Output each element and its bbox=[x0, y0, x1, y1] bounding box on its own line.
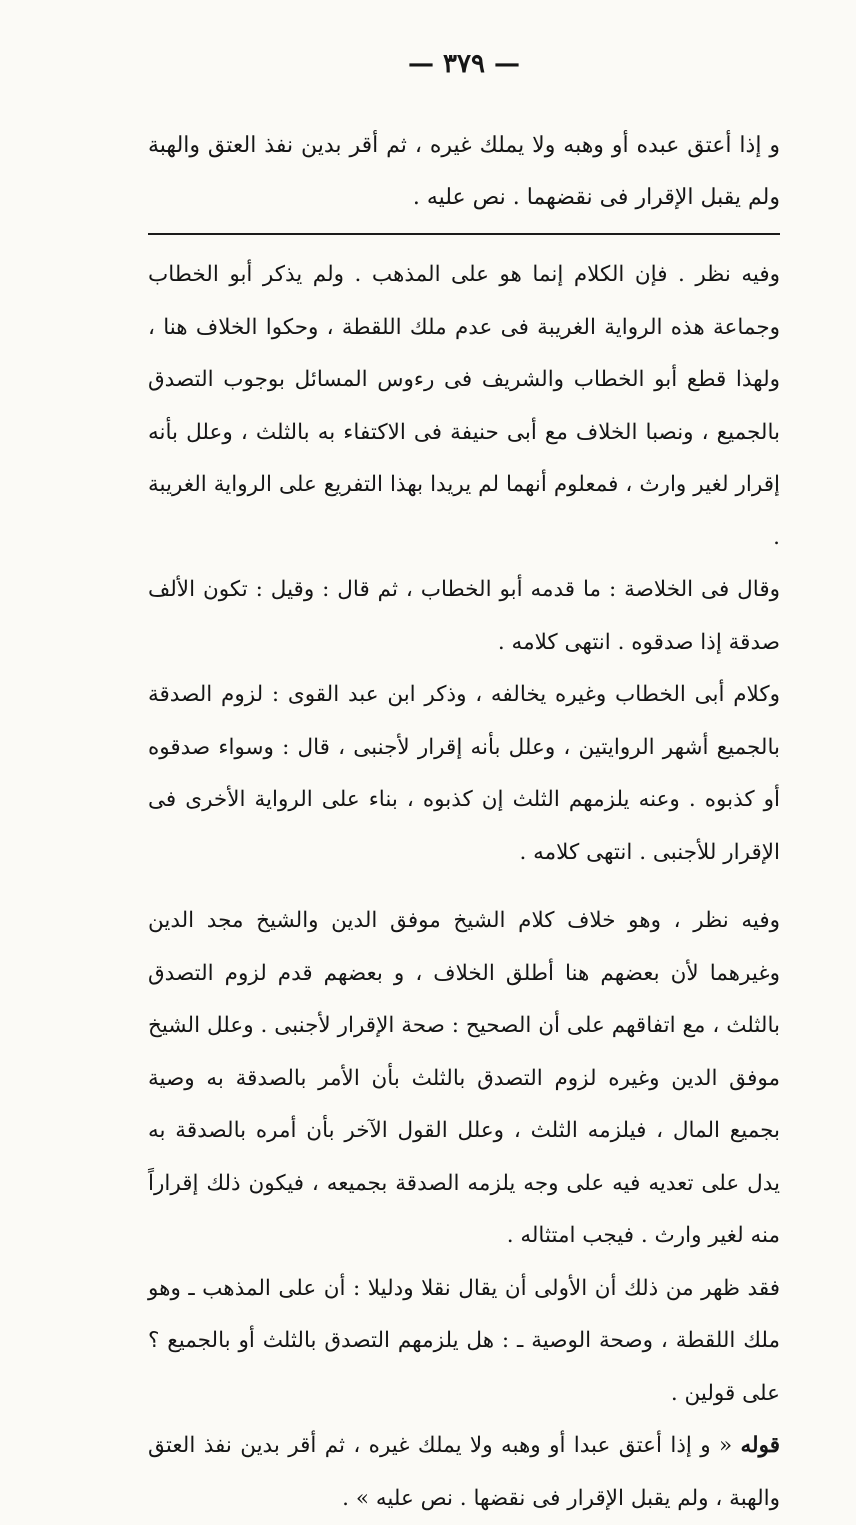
lemma-label: قوله bbox=[740, 1433, 780, 1458]
commentary-paragraph-3: وكلام أبى الخطاب وغيره يخالفه ، وذكر ابن عبد القوى : لزوم الصدقة بالجميع أشهر الروايتين ، وعلل بأنه إقرار لأجنبى ، قال : وسواء صدقوه أو كذبوه . وعنه يلزمهم الثلث إن كذبوه ، بناء على الرواية الأخرى فى الإقرار للأجنبى . انتهى كلامه . bbox=[148, 682, 780, 865]
quoted-text: « و إذا أعتق عبدا أو وهبه ولا يملك غيره ، ثم أقر بدين نفذ العتق والهبة ، ولم يقبل الإقرار فى نقضها . نص عليه » . bbox=[148, 1433, 780, 1511]
page-number: — ٣٧٩ — bbox=[407, 49, 521, 79]
commentary-paragraph-4: وفيه نظر ، وهو خلاف كلام الشيخ موفق الدين والشيخ مجد الدين وغيرهما لأن بعضهم هنا أطلق الخلاف ، و بعضهم قدم لزوم التصدق بالثلث ، مع اتفاقهم على أن الصحيح : صحة الإقرار لأجنبى . وعلل الشيخ موفق الدين وغيره لزوم التصدق بالثلث بأن الأمر بالصدقة به وصية بجميع المال ، فيلزمه الثلث ، وعلل القول الآخر بأن أمره بالصدقة به يدل على تعديه فيه على وجه يلزمه الصدقة بجميعه ، فيكون ذلك إقراراً منه لغير وارث . فيجب امتثاله . bbox=[148, 908, 780, 1248]
divider-rule bbox=[148, 233, 780, 235]
commentary-paragraph-1: وفيه نظر . فإن الكلام إنما هو على المذهب . ولم يذكر أبو الخطاب وجماعة هذه الرواية الغريبة فى عدم ملك اللقطة ، وحكوا الخلاف هنا ، ولهذا قطع أبو الخطاب والشريف فى رءوس المسائل بوجوب التصدق بالجميع ، ونصبا الخلاف مع أبى حنيفة فى الاكتفاء به بالثلث ، وعلل بأنه إقرار لغير وارث ، فمعلوم أنهما لم يريدا بهذا التفريع على الرواية الغريبة . bbox=[148, 262, 780, 550]
commentary-paragraph-5: فقد ظهر من ذلك أن الأولى أن يقال نقلا ودليلا : أن على المذهب ـ وهو ملك اللقطة ، وصحة الوصية ـ : هل يلزمهم التصدق بالثلث أو بالجميع ؟ على قولين . bbox=[148, 1275, 780, 1406]
main-text: و إذا أعتق عبده أو وهبه ولا يملك غيره ، ثم أقر بدين نفذ العتق والهبة ولم يقبل الإقرار فى نقضهما . نص عليه . bbox=[148, 133, 780, 210]
commentary-paragraph-final bbox=[148, 1420, 780, 1525]
commentary-paragraph-2: وقال فى الخلاصة : ما قدمه أبو الخطاب ، ثم قال : وقيل : تكون الألف صدقة إذا صدقوه . انتهى كلامه . bbox=[148, 577, 780, 655]
